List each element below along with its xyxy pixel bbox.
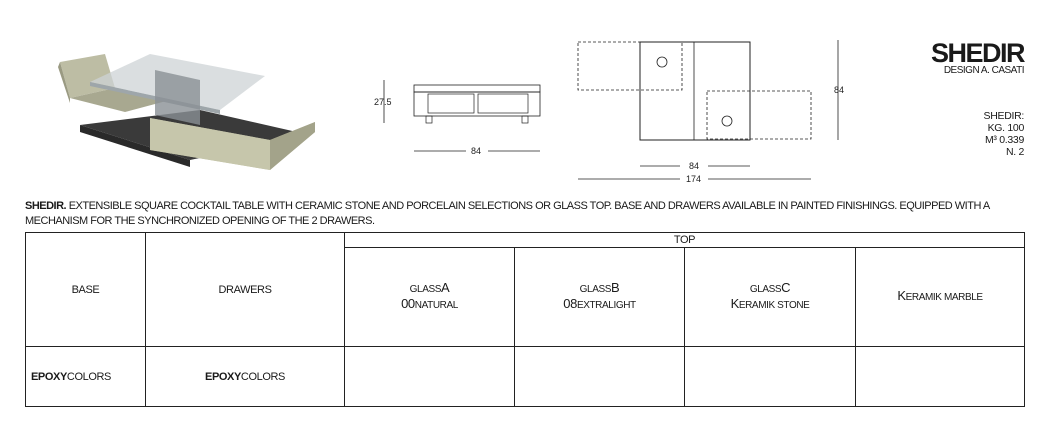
empty-cell bbox=[685, 347, 856, 407]
top-width-closed-label: 84 bbox=[689, 161, 700, 171]
finishes-table bbox=[25, 232, 1025, 407]
finish-keramik-marble: KERAMIK MARBLE bbox=[856, 248, 1025, 347]
spec-volume: M³ 0.339 bbox=[984, 134, 1024, 146]
designer-credit: DESIGN A. CASATI bbox=[943, 65, 1024, 76]
base-value: EPOXYCOLORS bbox=[26, 347, 146, 407]
top-width-open-label: 174 bbox=[686, 174, 702, 184]
product-image bbox=[50, 40, 330, 175]
spec-name: SHEDIR: bbox=[983, 110, 1024, 122]
top-height-label: 84 bbox=[834, 85, 845, 95]
side-view-drawing bbox=[370, 75, 550, 165]
top-view-drawing bbox=[570, 35, 850, 190]
spec-pieces: N. 2 bbox=[1005, 146, 1024, 158]
finish-glass-c: GLASSC KERAMIK STONE bbox=[685, 248, 856, 347]
drawers-value: EPOXYCOLORS bbox=[146, 347, 345, 407]
description-text: EXTENSIBLE SQUARE COCKTAIL TABLE WITH CERAMIC STONE AND PORCELAIN SELECTIONS OR GLASS TOP. BASE AND DRAWERS AVAILABLE IN PAINTED FINISHINGS. EQUIPPED WITH A MECHANISM FOR THE SYNCHRONIZED OPENING OF THE 2 DRAWERS. bbox=[25, 200, 990, 227]
product-specs bbox=[984, 110, 1025, 158]
finish-glass-b: GLASSB 08EXTRALIGHT bbox=[515, 248, 685, 347]
side-height-label: 27.5 bbox=[374, 97, 392, 107]
header-base: BASE bbox=[26, 233, 146, 347]
empty-cell bbox=[515, 347, 685, 407]
brand-title: SHEDIR bbox=[930, 38, 1024, 68]
description-name: SHEDIR. bbox=[25, 200, 67, 212]
spec-weight: KG. 100 bbox=[987, 122, 1024, 134]
product-description bbox=[25, 199, 1035, 229]
header-drawers: DRAWERS bbox=[146, 233, 345, 347]
empty-cell bbox=[345, 347, 515, 407]
side-width-label: 84 bbox=[471, 146, 482, 156]
finish-glass-a: GLASSA 00NATURAL bbox=[345, 248, 515, 347]
empty-cell bbox=[856, 347, 1025, 407]
header-top: TOP bbox=[345, 233, 1025, 248]
